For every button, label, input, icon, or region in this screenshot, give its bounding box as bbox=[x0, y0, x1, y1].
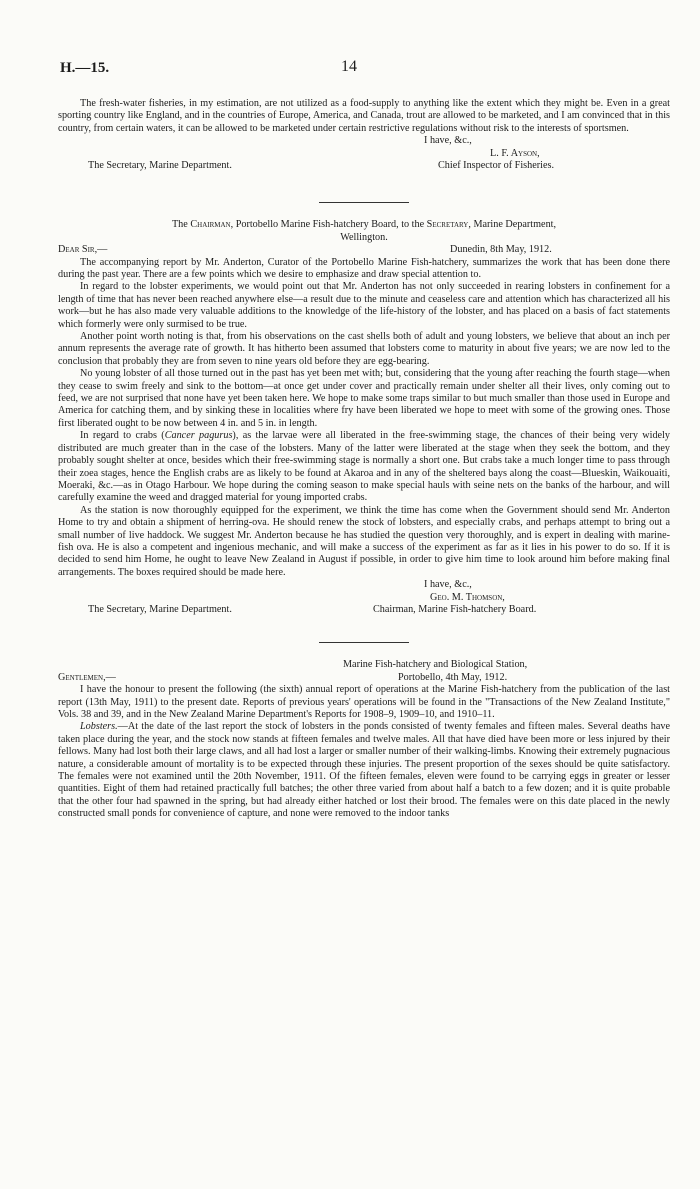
salutation-line bbox=[58, 244, 670, 256]
paragraph: As the station is now thoroughly equipped for the experiment, we think the time has come when the Government should send Mr. Anderton Home to try and obtain a shipment of herring-ova. He should renew the stock of lobsters, and especially crabs, and perhaps attempt to bring out a small number of live haddock. We suggest Mr. Anderton because he has studied the question very thoroughly, and is expert in dealing with marine-fish ova. He is also a competent and ingenious mechanic, and will make a success of the experiment as far as it lies in his power to do so. If it is decided to send him Home, he ought to leave New Zealand in August if possible, in order to give him time to look around him before making final arrangements. The boxes required should be made here. bbox=[58, 504, 670, 578]
letter-heading: The Chairman, Portobello Marine Fish-hatchery Board, to the Secretary, Marine Department, bbox=[171, 219, 557, 231]
addressee-line bbox=[58, 160, 670, 172]
section-divider bbox=[319, 642, 409, 643]
salutation-line bbox=[58, 672, 670, 684]
addressee: The Secretary, Marine Department. bbox=[88, 603, 232, 615]
paragraph-crabs: In regard to crabs (Cancer pagurus), as the larvae were all liberated in the free-swimming stage, the chances of their being very widely distributed are much greater than in the case of the lobsters. Many of the latter were liberated at the stage when they seek the bottom, and they probably sought shelter at once, besides which their free-swimming stage is normally a short one. But crabs take a much longer time to pass through their zoea stages, hence the English crabs are as likely to be found at Akaroa and in any of the sheltered bays along the coast—Blueskin, Waikouaiti, Moeraki, &c.—as in Otago Harbour. We hope during the coming season to make special hauls with seine nets on the banks of the harbour, and will carefully examine the weed and dragged material for young imported crabs. bbox=[58, 430, 670, 504]
closing: I have, &c., bbox=[424, 135, 472, 147]
paragraph: I have the honour to present the following (the sixth) annual report of operations at the Marine Fish-hatchery from the publication of the last report (13th May, 1911) to the present date. Reports of previous years' operations will be found in the "Transactions of the New Zealand Institute," Vols. 38 and 39, and in the New Zealand Marine Department's Reports for 1908–9, 1909–10, and 1910–11. bbox=[58, 684, 670, 720]
paragraph-lobsters: Lobsters.—At the date of the last report the stock of lobsters in the ponds consisted of twenty females and fifteen males. Several deaths have taken place during the year, and the stock now stands at fifteen females and twelve males. All that have died have been more or less injured by their fellows. Many had lost both their large claws, and all had lost a larger or smaller number of their walking-limbs. Knowing their extremely pugnacious nature, a considerable amount of mortality is to be expected through these injuries. The present proportion of the sexes should be quite satisfactory. The females were not examined until the 20th November, 1911. Of the fifteen females, eleven were found to be carrying eggs in greater or lesser quantities. Eight of them had retained practically full batches; the other three varied from about half a batch to a few dozen; and it is quite probable that the other four had spawned in the spring, but had already either hatched or lost their brood. The females were on this date placed in the newly constructed small ponds for convenience of capture, and none were removed to the indoor tanks bbox=[58, 721, 670, 820]
closing: I have, &c., bbox=[424, 579, 472, 591]
page-number: 14 bbox=[341, 58, 357, 75]
signer-title: Chief Inspector of Fisheries. bbox=[438, 160, 554, 171]
addressee: The Secretary, Marine Department. bbox=[88, 160, 232, 171]
closing-line bbox=[58, 579, 670, 591]
letter-heading-line2: Wellington. bbox=[340, 231, 388, 243]
salutation: Dear Sir,— bbox=[58, 244, 108, 256]
salutation: Gentlemen,— bbox=[58, 671, 116, 683]
signer-line bbox=[58, 148, 670, 160]
paragraph: Another point worth noting is that, from his observations on the cast shells both of adult and young lobsters, we believe that about an inch per annum represents the average rate of growth. It has hitherto been assumed that lobsters come to maturity in about five years; we are now led to the conclusion that probably they are from seven to nine years old before they are egg-bearing. bbox=[58, 331, 670, 367]
paragraph: In regard to the lobster experiments, we would point out that Mr. Anderton has not only succeeded in rearing lobsters in confinement for a length of time that has never been reached anywhere else—a result due to the minute and ceaseless care and attention which has characterized all his work—but he has also made very valuable additions to the knowledge of the life-history of the lobster, and has placed on a basis of fact statements which formerly were only surmised to be true. bbox=[58, 281, 670, 330]
document-page bbox=[58, 50, 670, 821]
place-date: Dunedin, 8th May, 1912. bbox=[450, 244, 552, 256]
station-name: Marine Fish-hatchery and Biological Station, bbox=[343, 659, 528, 671]
closing-line bbox=[58, 135, 670, 147]
signer-name: L. F. Ayson, bbox=[490, 147, 540, 159]
paragraph: No young lobster of all those turned out in the past has yet been met with; but, considering that the young after reaching the fourth stage—when they cease to swim freely and sink to the bottom—at once get under cover and practically remain under shelter all their lives, only coming out to feed, we are not surprised that none have yet been taken here. We hope to make some traps similar to but much smaller than those used in Europe and America for catching them, and by sinking these in localities where fry have been liberated we hope to meet with some of the growing ones. Those first liberated ought to be now between 4 in. and 5 in. in length. bbox=[58, 368, 670, 429]
document-code: H.—15. bbox=[60, 60, 110, 76]
paragraph: The accompanying report by Mr. Anderton, Curator of the Portobello Marine Fish-hatchery, summarizes the work that has been done there during the past year. There are a few points which we desire to emphasize and draw special attention to. bbox=[58, 256, 670, 280]
page-header bbox=[58, 50, 670, 84]
paragraph: The fresh-water fisheries, in my estimation, are not utilized as a food-supply to anything like the extent which they might be. Even in a great sporting country like England, and in the countries of Europe, America, and Canada, trout are allowed to be marketed, and I am convinced that in this country, from certain waters, it can be allowed to be marketed under certain restrictive regulations without risk to the interests of sportsmen. bbox=[58, 98, 670, 134]
address-line-1 bbox=[58, 659, 670, 671]
section-chairman-letter bbox=[58, 219, 670, 616]
section-curator-report bbox=[58, 659, 670, 820]
signer-name: Geo. M. Thomson, bbox=[430, 591, 505, 603]
place-date: Portobello, 4th May, 1912. bbox=[398, 671, 508, 683]
section-fresh-water bbox=[58, 98, 670, 172]
section-divider bbox=[319, 202, 409, 203]
signer-line bbox=[58, 592, 670, 604]
addressee-line bbox=[58, 604, 670, 616]
signer-title: Chairman, Marine Fish-hatchery Board. bbox=[373, 603, 537, 615]
